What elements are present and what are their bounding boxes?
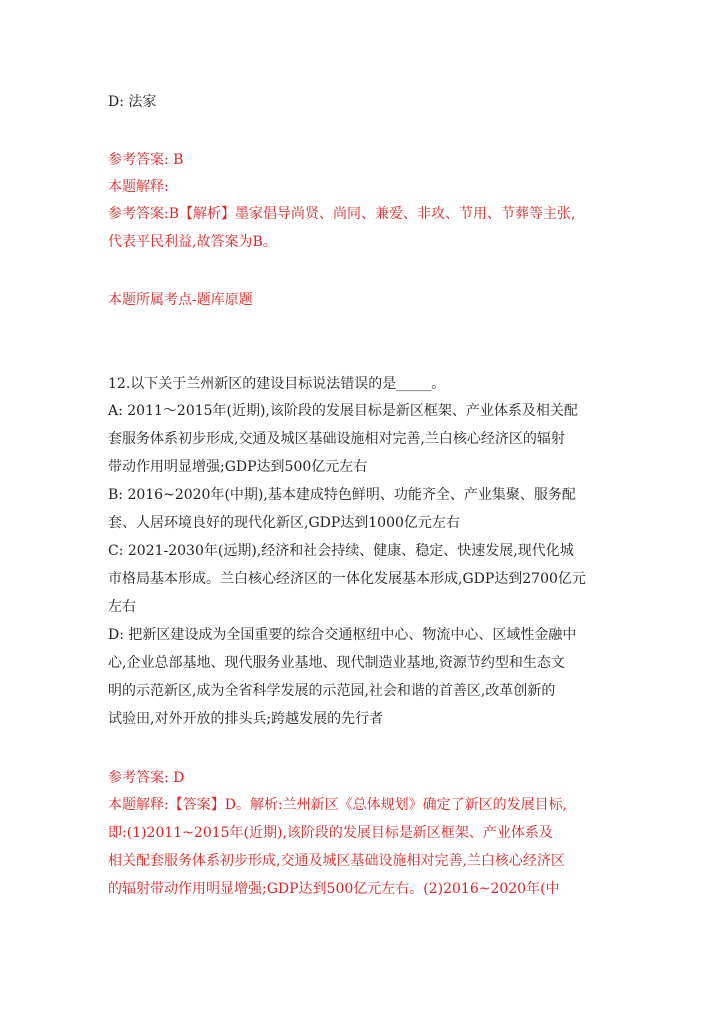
q12-stem: 12.以下关于兰州新区的建设目标说法错误的是_____。 [108, 376, 446, 392]
q12-option-b-line: 套、人居环境良好的现代化新区,GDP达到1000亿元左右 [108, 515, 460, 531]
q11-option-d: D: 法家 [108, 94, 157, 110]
q12-option-a-line: 套服务体系初步形成,交通及城区基础设施相对完善,兰白核心经济区的辐射 [108, 431, 565, 447]
q12-option-c-line: C: 2021-2030年(远期),经济和社会持续、健康、稳定、快速发展,现代化城 [108, 543, 574, 559]
q11-explain-label: 本题解释: [108, 179, 169, 195]
q12-explain-line: 本题解释:【答案】D。解析:兰州新区《总体规划》确定了新区的发展目标, [108, 797, 568, 813]
q12-option-a-line: A: 2011～2015年(近期),该阶段的发展目标是新区框架、产业体系及相关配 [108, 403, 578, 419]
q12-option-d-line: 心,企业总部基地、现代服务业基地、现代制造业基地,资源节约型和生态文 [108, 655, 565, 671]
q12-option-c-line: 市格局基本形成。兰白核心经济区的一体化发展基本形成,GDP达到2700亿元 [108, 571, 586, 587]
q11-explain-line: 代表平民利益,故答案为B。 [108, 234, 277, 250]
q12-explain-line: 相关配套服务体系初步形成,交通及城区基础设施相对完善,兰白核心经济区 [108, 853, 565, 869]
q12-explain-line: 即:(1)2011~2015年(近期),该阶段的发展目标是新区框架、产业体系及 [108, 825, 553, 841]
q12-option-d-line: 明的示范新区,成为全省科学发展的示范园,社会和谐的首善区,改革创新的 [108, 683, 556, 699]
q12-answer: 参考答案: D [108, 770, 185, 786]
q12-option-d-line: D: 把新区建设成为全国重要的综合交通枢纽中心、物流中心、区域性金融中 [108, 627, 577, 643]
q11-topic: 本题所属考点-题库原题 [108, 292, 253, 308]
q12-option-c-line: 左右 [108, 599, 136, 615]
q12-option-b-line: B: 2016~2020年(中期),基本建成特色鲜明、功能齐全、产业集聚、服务配 [108, 487, 576, 503]
q12-explain-line: 的辐射带动作用明显增强;GDP达到500亿元左右。(2)2016~2020年(中 [108, 881, 560, 897]
q11-answer: 参考答案: B [108, 152, 184, 168]
q11-explain-line: 参考答案:B【解析】墨家倡导尚贤、尚同、兼爱、非攻、节用、节葬等主张, [108, 206, 576, 222]
q12-option-d-line: 试验田,对外开放的排头兵;跨越发展的先行者 [108, 711, 384, 727]
q12-option-a-line: 带动作用明显增强;GDP达到500亿元左右 [108, 459, 368, 475]
